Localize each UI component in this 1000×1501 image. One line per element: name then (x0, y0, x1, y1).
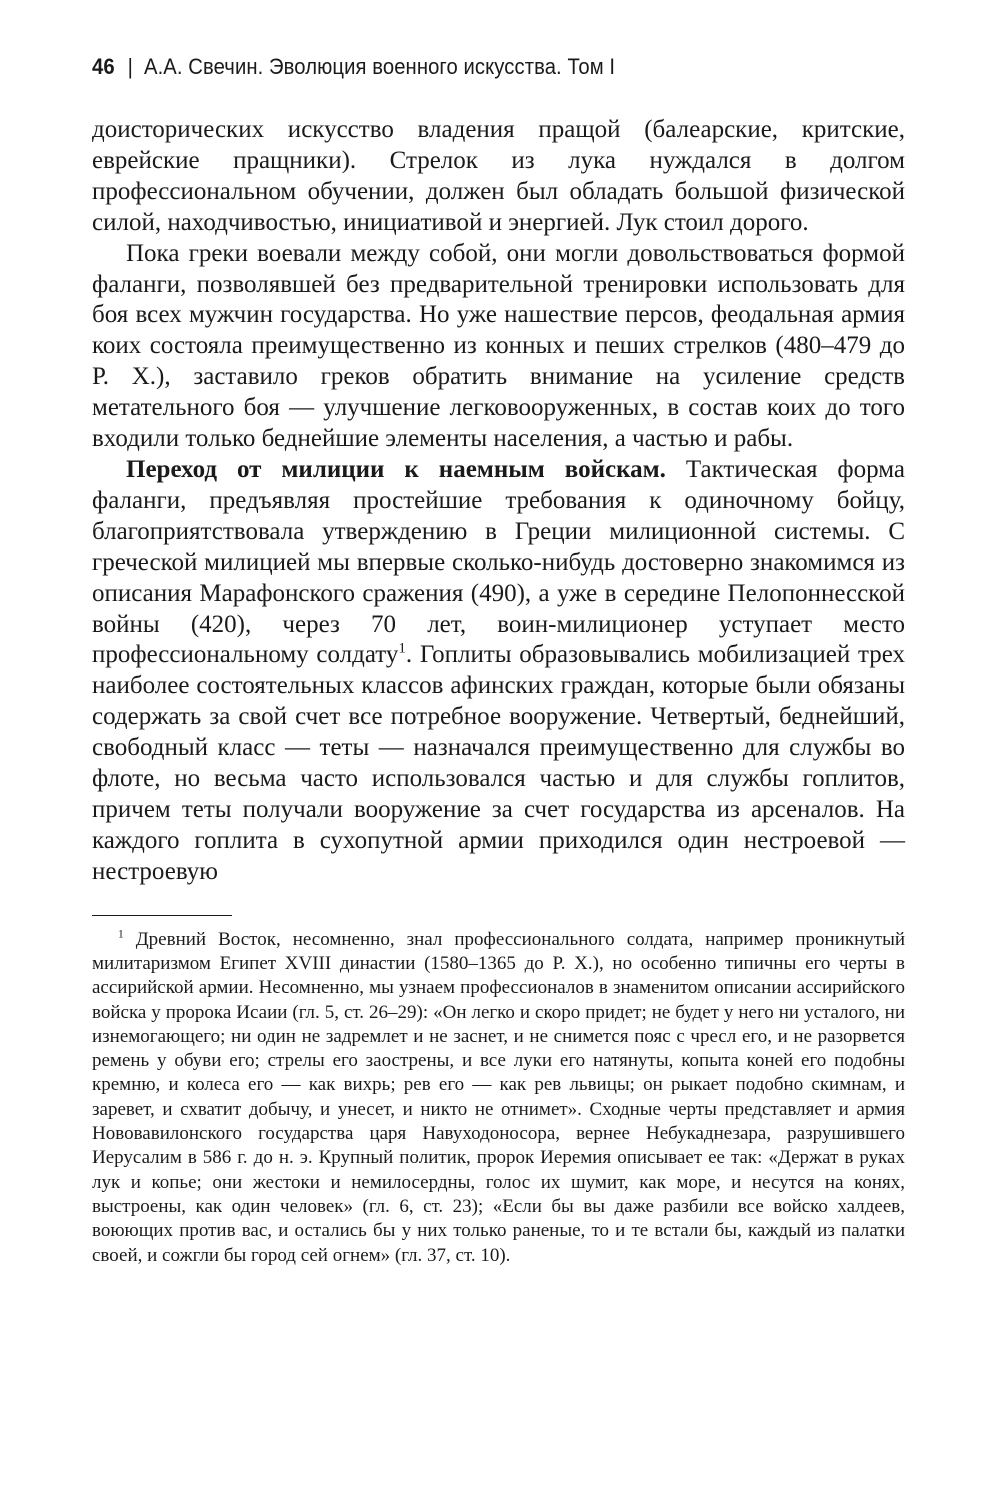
running-title: А.А. Свечин. Эволюция военного искусства. Том I (143, 54, 616, 79)
paragraph-3-text-b: . Гоплиты образовывались мобилизацией трех наиболее состоятельных классов афинских граждан, которые были обязаны содержать за свой счет все потребное вооружение. Четвертый, беднейший, свободный класс — теты — назначался преимущественно для службы во флоте, но весьма часто использовался частью и для службы гоплитов, причем теты получали вооружение за счет государства из арсеналов. На каждого гоплита в сухопутной армии приходился один нестроевой — нестроевую (92, 641, 905, 885)
book-page (92, 52, 905, 1268)
footnote-text: Древний Восток, несомненно, знал профессионального солдата, например проникнутый милитаризмом Египет XVIII династии (1580–1365 до Р. Х.), но особенно типичны его черты в ассирийской армии. Несомненно, мы узнаем профессионалов в знаменитом описании ассирийского войска у пророка Исаии (гл. 5, ст. 26–29): «Он легко и скоро придет; не будет у него ни усталого, ни изнемогающего; ни один не задремлет и не заснет, и не снимется пояс с чресл его, и не разорвется ремень у обуви его; стрелы его заострены, и все луки его натянуты, копыта коней его подобны кремню, и колеса его — как вихрь; рев его — как рев львицы; он рыкает подобно скимнам, и заревет, и схватит добычу, и унесет, и никто не отнимет». Сходные черты представляет и армия Нововавилонского государства царя Навуходоносора, вернее Небукаднезара, разрушившего Иерусалим в 586 г. до н. э. Крупный политик, пророк Иеремия описывает ее так: «Держат в руках лук и копье; они жестоки и немилосердны, голос их шумит, как море, и несутся на конях, выстроены, как один человек» (гл. 6, ст. 23); «Если бы вы даже разбили все войско халдеев, воюющих против вас, и остались бы у них только раненые, то и те встали бы, каждый из палатки своей, и сожгли бы город сей огнем» (гл. 37, ст. 10). (92, 928, 905, 1266)
footnote-reference: 1 (398, 641, 406, 658)
paragraph-3-text-a: Тактическая форма фаланги, предъявляя простейшие требования к одиночному бойцу, благоприятствовала утверждению в Греции милиционной системы. С греческой милицией мы впервые сколько-нибудь достоверно знакомимся из описания Марафонского сражения (490), а уже в середине Пелопоннесской войны (420), через 70 лет, воин-милиционер уступает место профессиональному солдату (92, 455, 905, 669)
paragraph-3 (92, 455, 905, 888)
footnote-number: 1 (118, 928, 124, 941)
footnote (92, 928, 905, 1268)
footnote-divider (92, 915, 232, 916)
main-text (92, 115, 905, 888)
running-head (92, 52, 840, 82)
page-number: 46 (92, 54, 115, 79)
paragraph-1: доисторических искусство владения пращой (балеарские, критские, еврейские пращники). Стрелок из лука нуждался в долгом профессиональном обучении, должен был обладать большой физической силой, находчивостью, инициативой и энергией. Лук стоил дорого. (92, 116, 905, 236)
paragraph-2: Пока греки воевали между собой, они могли довольствоваться формой фаланги, позволявшей без предварительной тренировки использовать для боя всех мужчин государства. Но уже нашествие персов, феодальная армия коих состояла преимущественно из конных и пеших стрелков (480–479 до Р. Х.), заставило греков обратить внимание на усиление средств метательного боя — улучшение легковооруженных, в состав коих до того входили только беднейшие элементы населения, а частью и рабы. (92, 239, 905, 453)
section-heading: Переход от милиции к наемным войскам. (126, 455, 666, 483)
header-separator: | (127, 54, 133, 79)
footnote-paragraph (92, 928, 905, 1268)
